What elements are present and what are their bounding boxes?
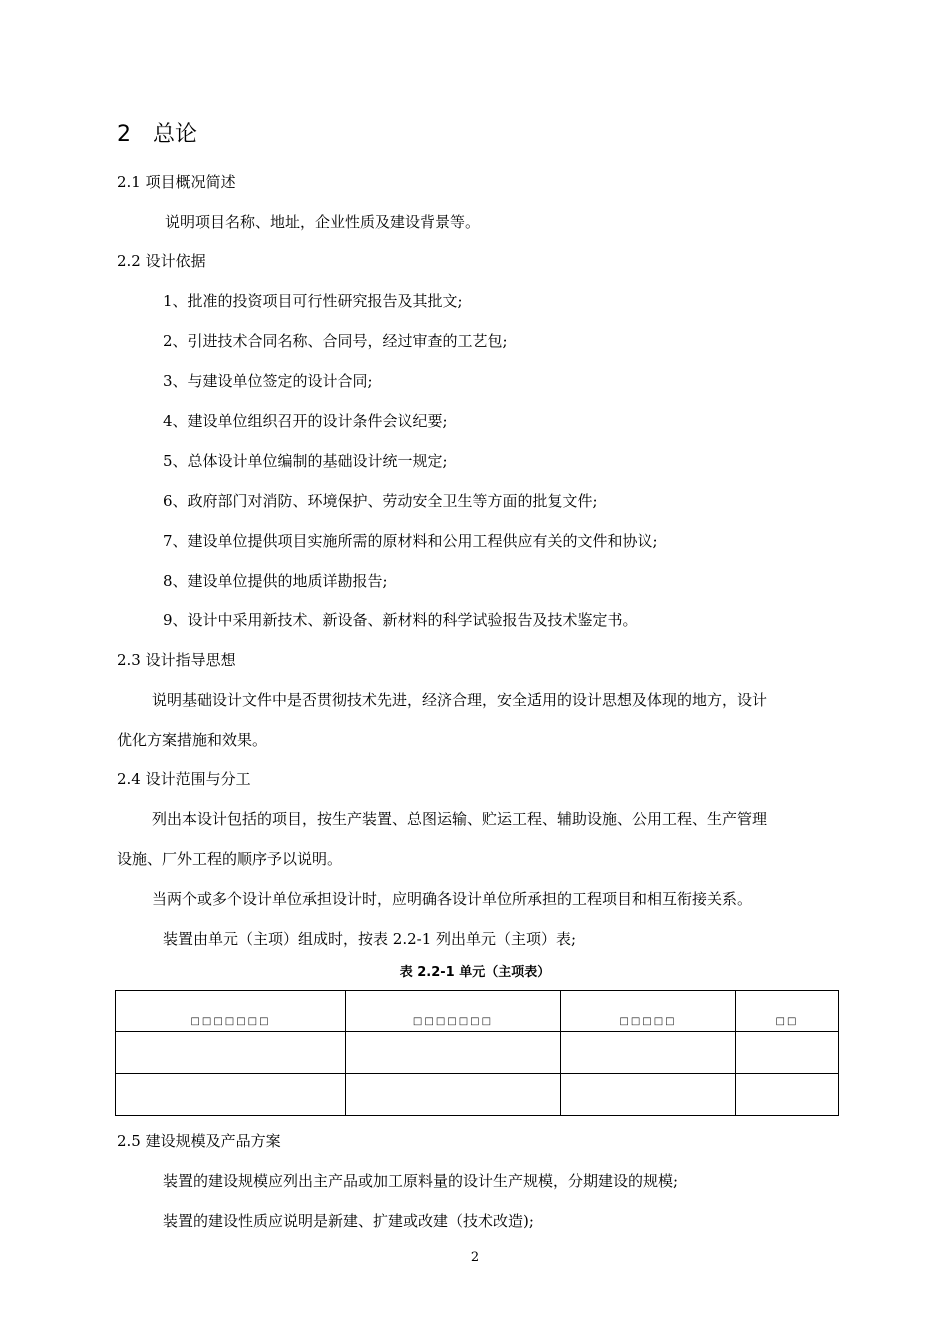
section-2-3-line-2: 优化方案措施和效果。 (117, 731, 268, 749)
basis-item-9: 9、设计中采用新技术、新设备、新材料的科学试验报告及技术鉴定书。 (163, 611, 638, 629)
table-cell (116, 1032, 346, 1074)
table-cell (736, 1032, 839, 1074)
section-2-1-text: 说明项目名称、地址，企业性质及建设背景等。 (165, 213, 481, 231)
basis-item-4: 4、建设单位组织召开的设计条件会议纪要; (163, 412, 448, 430)
chapter-heading (117, 120, 197, 150)
section-2-5-p2: 装置的建设性质应说明是新建、扩建或改建（技术改造); (163, 1212, 534, 1230)
section-2-2-heading: 2.2 设计依据 (117, 252, 206, 270)
basis-item-1: 1、批准的投资项目可行性研究报告及其批文; (163, 292, 463, 310)
basis-item-8: 8、建设单位提供的地质详勘报告; (163, 572, 388, 590)
chapter-number: 2 (117, 122, 131, 147)
basis-item-5: 5、总体设计单位编制的基础设计统一规定; (163, 452, 448, 470)
table-cell (736, 1074, 839, 1116)
section-2-4-p2: 当两个或多个设计单位承担设计时，应明确各设计单位所承担的工程项目和相互衔接关系。 (152, 890, 753, 908)
table-cell (561, 1074, 736, 1116)
chapter-title: 总论 (153, 122, 198, 147)
table-header-cell: □□□□□□□ (346, 991, 561, 1032)
table-header-cell: □□□□□□□ (116, 991, 346, 1032)
section-2-4-p3: 装置由单元（主项）组成时，按表 2.2-1 列出单元（主项）表; (163, 930, 577, 948)
section-2-4-p1-line-1: 列出本设计包括的项目，按生产装置、总图运输、贮运工程、辅助设施、公用工程、生产管理 (152, 810, 768, 828)
page-number: 2 (470, 1250, 480, 1265)
unit-table (115, 990, 839, 1116)
section-2-5-p1: 装置的建设规模应列出主产品或加工原料量的设计生产规模，分期建设的规模; (163, 1172, 679, 1190)
section-2-4-p1-line-2: 设施、厂外工程的顺序予以说明。 (117, 850, 343, 868)
basis-item-7: 7、建设单位提供项目实施所需的原材料和公用工程供应有关的文件和协议; (163, 532, 658, 550)
basis-item-6: 6、政府部门对消防、环境保护、劳动安全卫生等方面的批复文件; (163, 492, 598, 510)
basis-item-3: 3、与建设单位签定的设计合同; (163, 372, 373, 390)
table-header-cell: □□□□□ (561, 991, 736, 1032)
table-header-row (116, 991, 839, 1032)
basis-item-2: 2、引进技术合同名称、合同号，经过审查的工艺包; (163, 332, 508, 350)
table-cell (346, 1074, 561, 1116)
table-caption: 表 2.2-1 单元（主项表） (399, 965, 551, 980)
section-2-3-line-1: 说明基础设计文件中是否贯彻技术先进，经济合理，安全适用的设计思想及体现的地方，设计 (152, 691, 768, 709)
section-2-4-heading: 2.4 设计范围与分工 (117, 770, 251, 788)
table-cell (561, 1032, 736, 1074)
section-2-3-heading: 2.3 设计指导思想 (117, 651, 236, 669)
table-cell (346, 1032, 561, 1074)
table-header-cell: □□ (736, 991, 839, 1032)
table-row (116, 1032, 839, 1074)
section-2-5-heading: 2.5 建设规模及产品方案 (117, 1132, 281, 1150)
section-2-1-heading: 2.1 项目概况简述 (117, 173, 236, 191)
table-row (116, 1074, 839, 1116)
table-cell (116, 1074, 346, 1116)
